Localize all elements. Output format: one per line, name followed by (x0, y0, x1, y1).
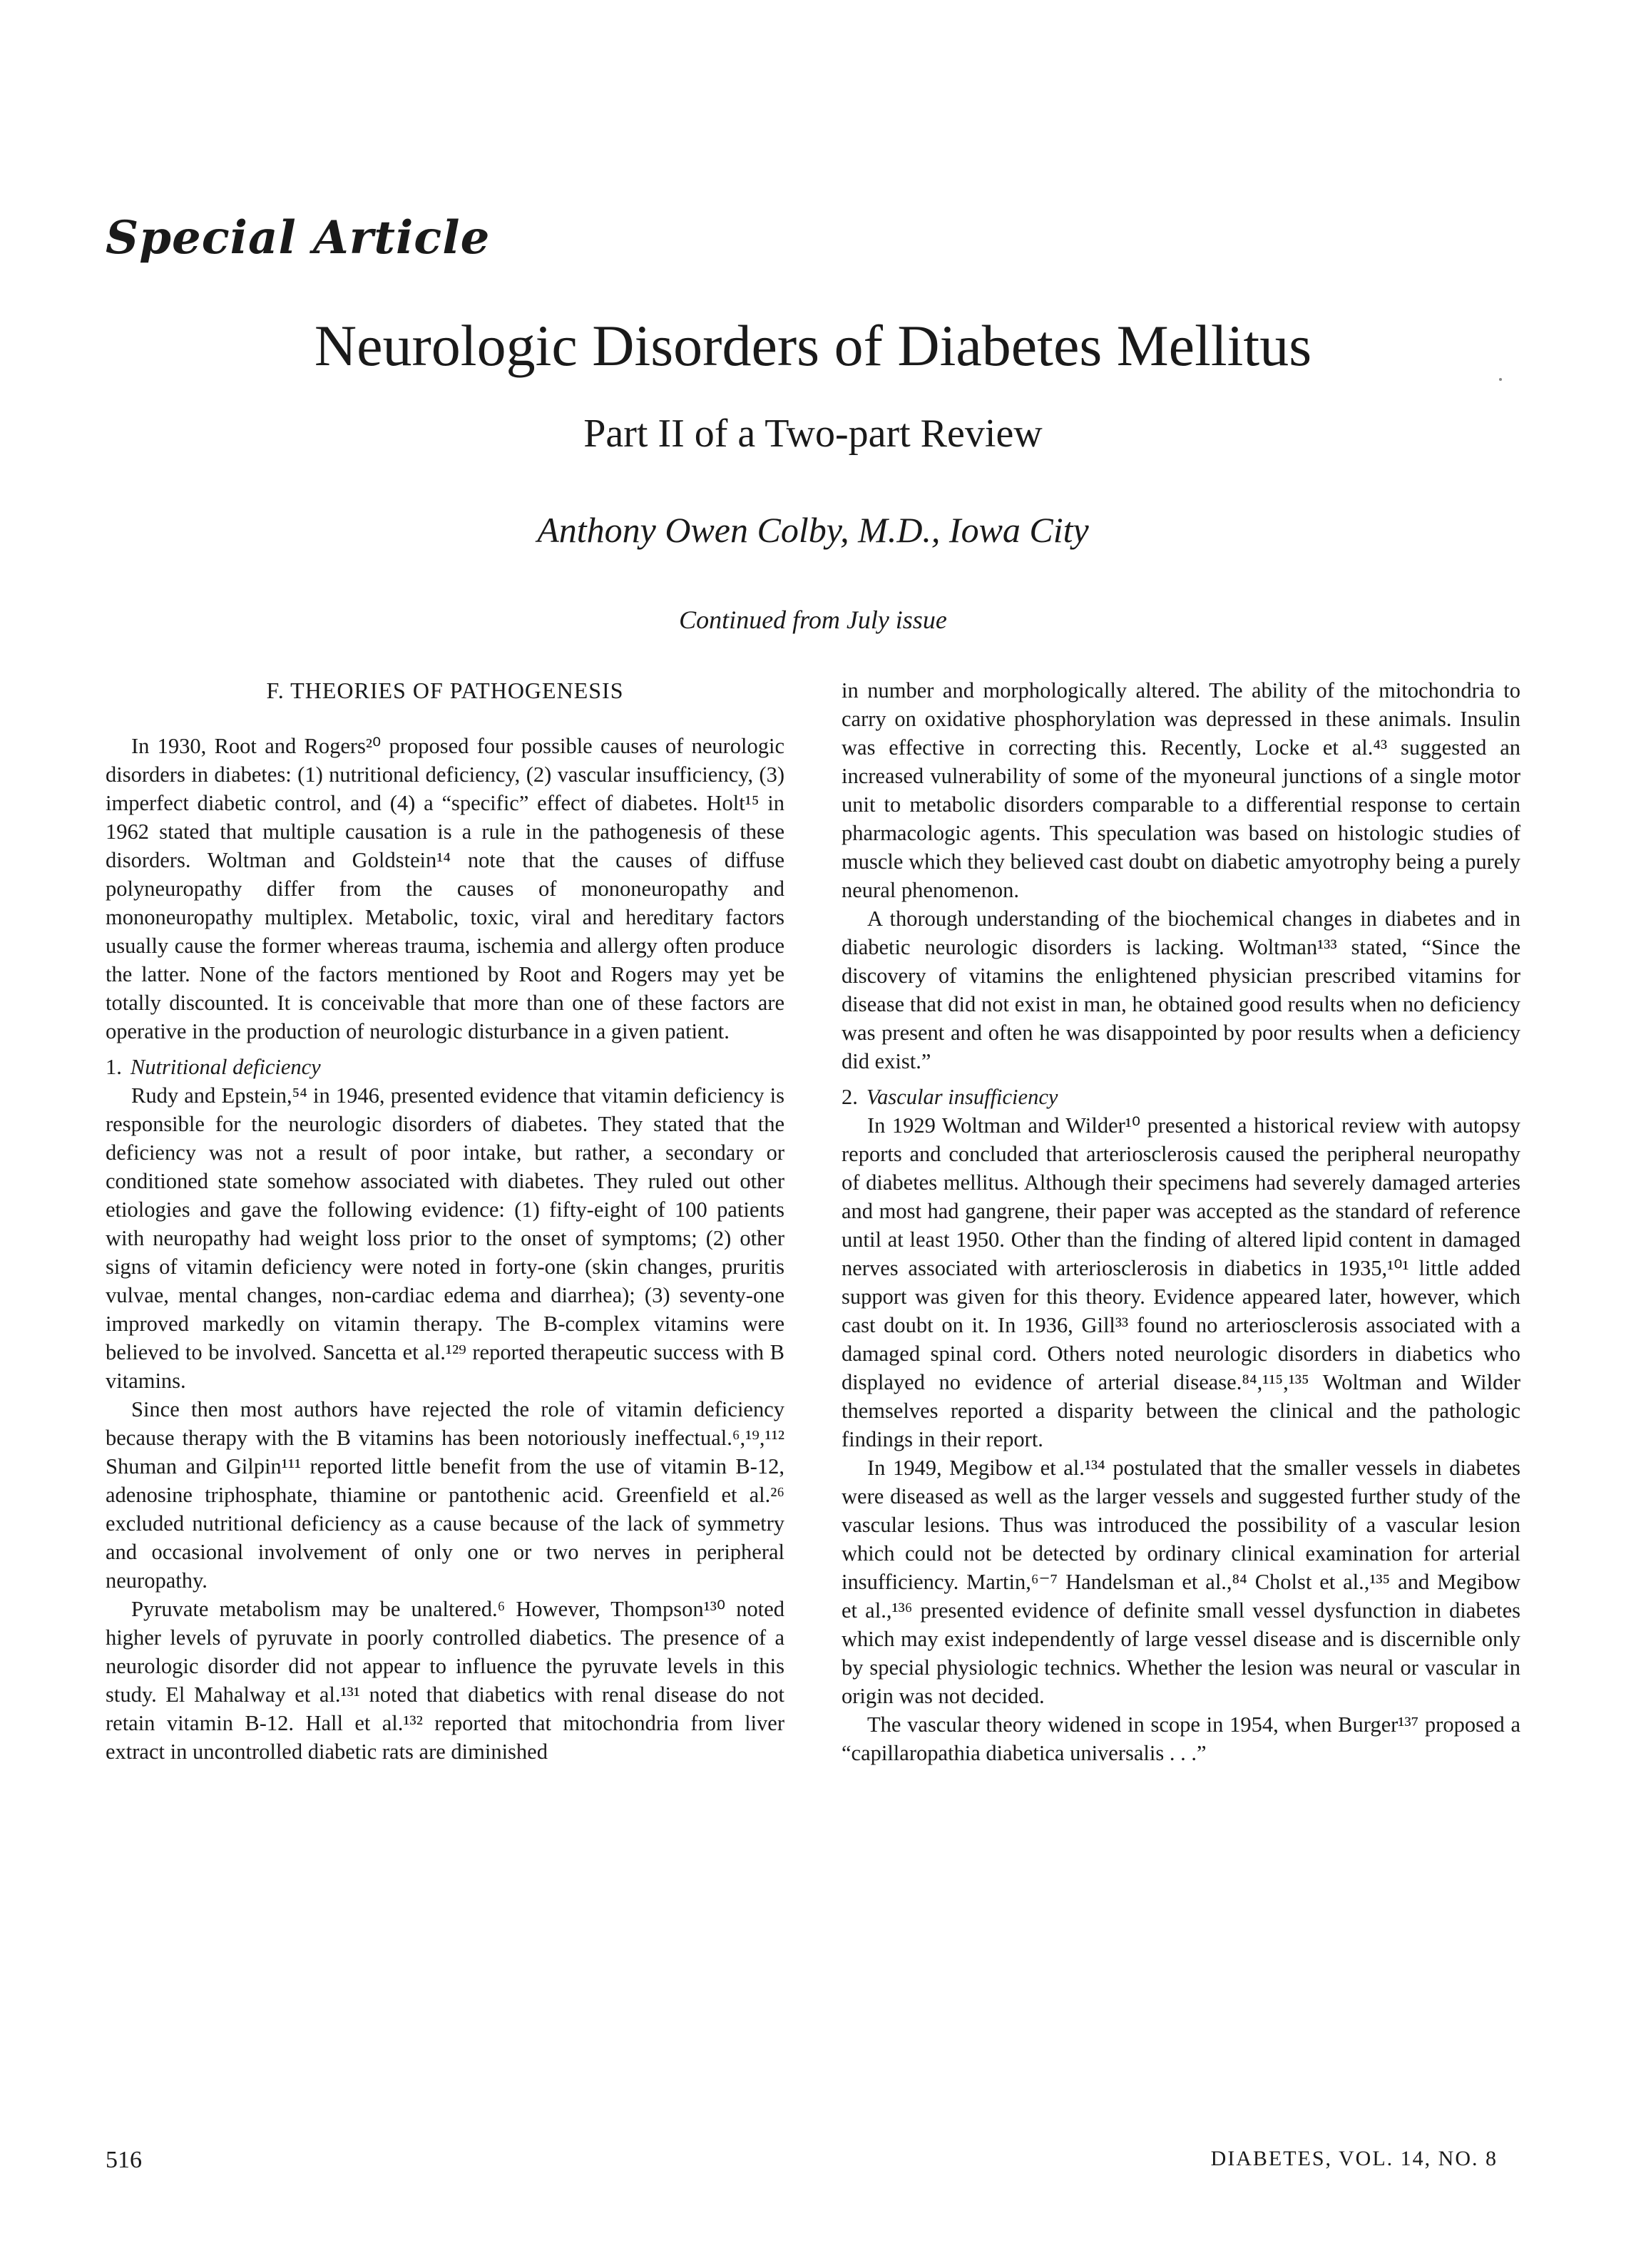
paragraph: in number and morphologically altered. The ability of the mitochondria to carry on oxidative phosphorylation was depressed in these animals. Insulin was effective in correcting this. Recently, Locke et al.⁴³ suggested an increased vulnerability of some of the myoneural junctions of a single motor unit to metabolic disorders comparable to a differential response to certain pharmacologic agents. This speculation was based on histologic studies of muscle which they believed cast doubt on diabetic amyotrophy being a purely neural phenomenon. (842, 678, 1520, 902)
page-number: 516 (106, 2147, 142, 2173)
subsection-title: Vascular insufficiency (866, 1085, 1058, 1109)
article-title: Neurologic Disorders of Diabetes Mellitus (314, 313, 1312, 378)
paragraph: In 1929 Woltman and Wilder¹⁰ presented a historical review with autopsy reports and concluded that arteriosclerosis caused the peripheral neuropathy of diabetes mellitus. Although their specimens had severely damaged arteries and most had gangrene, their paper was accepted as the standard of reference until at least 1950. Other than the finding of altered lipid content in damaged nerves associated with arteriosclerosis in diabetics in 1935,¹⁰¹ little added support was given for this theory. Evidence appeared later, however, which cast doubt on it. In 1936, Gill³³ found no arteriosclerosis associated with a damaged spinal cord. Others noted neurologic disorders in diabetics who displayed no evidence of arterial disease.⁸⁴,¹¹⁵,¹³⁵ Woltman and Wilder themselves reported a disparity between the clinical and the pathologic findings in their report. (842, 1113, 1520, 1451)
paragraph: Pyruvate metabolism may be unaltered.⁶ However, Thompson¹³⁰ noted higher levels of pyruvate in poorly controlled diabetics. The presence of a neurologic disorder did not appear to influence the pyruvate levels in this study. El Mahalway et al.¹³¹ noted that diabetics with renal disease do not retain vitamin B-12. Hall et al.¹³² reported that mitochondria from liver extract in uncontrolled diabetic rats are diminished (106, 1597, 784, 1764)
paragraph: Since then most authors have rejected the role of vitamin deficiency because therapy with the B vitamins has been notoriously ineffectual.⁶,¹⁹,¹¹² Shuman and Gilpin¹¹¹ reported little benefit from the use of vitamin B-12, adenosine triphosphate, thiamine or pantothenic acid. Greenfield et al.²⁶ excluded nutritional deficiency as a cause because of the lack of symmetry and occasional involvement of only one or two nerves in peripheral neuropathy. (106, 1397, 784, 1593)
author-byline: Anthony Owen Colby, M.D., Iowa City (537, 510, 1089, 550)
paragraph: A thorough understanding of the biochemical changes in diabetes and in diabetic neurologic disorders is lacking. Woltman¹³³ stated, “Since the discovery of vitamins the enlightened physician prescribed vitamins for disease that did not exist in man, he obtained good results when no deficiency was present and often he was disappointed by poor results when a deficiency did exist.” (842, 906, 1520, 1073)
article-kicker: Special Article (106, 211, 491, 265)
right-column (842, 676, 1520, 1767)
left-column (106, 676, 784, 1766)
subsection-number: 1. (106, 1055, 122, 1079)
continued-note: Continued from July issue (679, 606, 947, 634)
subsection-heading-vascular (842, 1083, 1520, 1111)
section-heading: F. THEORIES OF PATHOGENESIS (266, 678, 624, 703)
subsection-number: 2. (842, 1085, 858, 1109)
article-subtitle: Part II of a Two-part Review (583, 412, 1043, 456)
paragraph: In 1949, Megibow et al.¹³⁴ postulated that the smaller vessels in diabetes were diseased as well as the larger vessels and suggested further study of the vascular lesions. Thus was introduced the possibility of a vascular lesion which could not be detected by ordinary clinical examination for arterial insufficiency. Martin,⁶⁻⁷ Handelsman et al.,⁸⁴ Cholst et al.,¹³⁵ and Megibow et al.,¹³⁶ presented evidence of definite small vessel dysfunction in diabetes which may exist independently of large vessel disease and is discernible only by special physiologic technics. Whether the lesion was neural or vascular in origin was not decided. (842, 1456, 1520, 1708)
subsection-heading-nutritional (106, 1053, 784, 1081)
paragraph: The vascular theory widened in scope in 1954, when Burger¹³⁷ proposed a “capillaropathia diabetica universalis . . .” (842, 1712, 1520, 1765)
paragraph: Rudy and Epstein,⁵⁴ in 1946, presented evidence that vitamin deficiency is responsible for the neurologic disorders of diabetes. They stated that the deficiency was not a result of poor intake, but rather, a secondary or conditioned state somehow associated with diabetes. They ruled out other etiologies and gave the following evidence: (1) fifty-eight of 100 patients with neuropathy had weight loss prior to the onset of symptoms; (2) other signs of vitamin deficiency were noted in forty-one (skin changes, pruritis vulvae, mental changes, non-cardiac edema and diarrhea); (3) seventy-one improved markedly on vitamin therapy. The B-complex vitamins were believed to be involved. Sancetta et al.¹²⁹ reported therapeutic success with B vitamins. (106, 1083, 784, 1393)
paragraph: In 1930, Root and Rogers²⁰ proposed four possible causes of neurologic disorders in diabetes: (1) nutritional deficiency, (2) vascular insufficiency, (3) imperfect diabetic control, and (4) a “specific” effect of diabetes. Holt¹⁵ in 1962 stated that multiple causation is a rule in the pathogenesis of these disorders. Woltman and Goldstein¹⁴ note that the causes of diffuse polyneuropathy differ from the causes of mononeuropathy and mononeuropathy multiplex. Metabolic, toxic, viral and hereditary factors usually cause the former whereas trauma, ischemia and allergy often produce the latter. None of the factors mentioned by Root and Rogers may yet be totally discounted. It is conceivable that more than one of these factors are operative in the production of neurologic disturbance in a given patient. (106, 734, 784, 1043)
scan-speck (1499, 378, 1502, 381)
subsection-title: Nutritional deficiency (130, 1055, 321, 1079)
journal-footer: DIABETES, VOL. 14, NO. 8 (1210, 2147, 1498, 2170)
